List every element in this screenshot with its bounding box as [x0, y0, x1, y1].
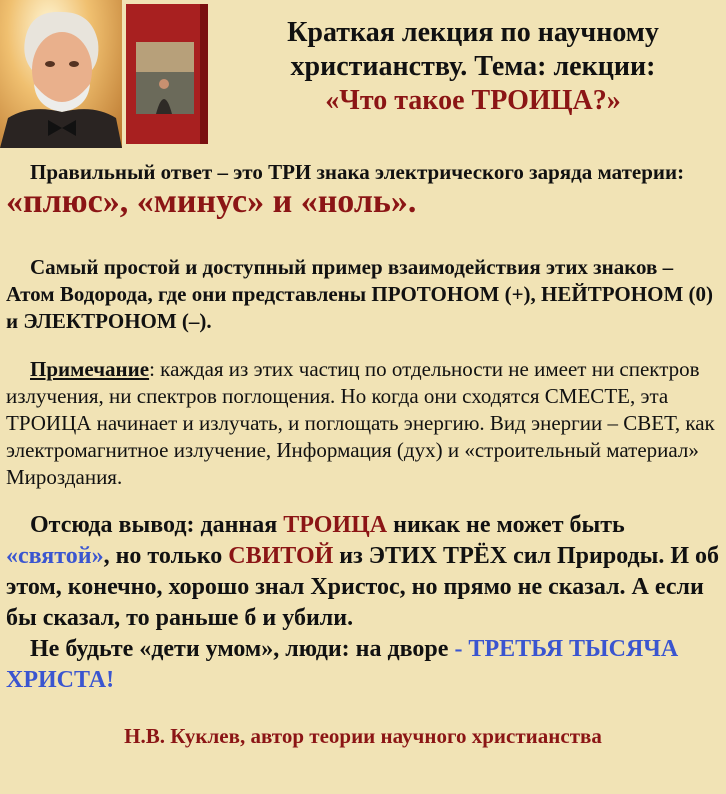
book-cover-image — [126, 4, 208, 144]
title-line-1: Краткая лекция по научному — [287, 17, 659, 48]
paragraph-hydrogen-text: Самый простой и доступный пример взаимодействия этих знаков – Атом Водорода, где они представлены ПРОТОНОМ (+), НЕЙТРОНОМ (0) и ЭЛЕКТРОНОМ (–). — [6, 255, 713, 333]
paragraph-note — [6, 356, 718, 491]
conclusion-holy: «святой» — [6, 543, 104, 569]
title-trinity-word: ТРОИЦА — [471, 85, 593, 116]
conclusion-part-c: никак не может быть — [387, 512, 625, 538]
title-line-2: христианству. Тема: лекции: — [290, 51, 656, 82]
conclusion-part-e: , но только — [103, 543, 229, 569]
charge-signs: «плюс», «минус» и «ноль». — [6, 183, 417, 220]
conclusion-part-h: Не будьте «дети умом», люди: на дворе — [30, 636, 455, 662]
conclusion-part-a: Отсюда вывод: данная — [30, 512, 284, 538]
paragraph-conclusion — [6, 510, 722, 696]
paragraph-answer — [6, 158, 718, 220]
note-label: Примечание — [30, 357, 150, 381]
conclusion-third-millennium: - ТРЕТЬЯ ТЫСЯЧА ХРИСТА! — [6, 636, 679, 693]
author-portrait-image — [0, 0, 122, 148]
author-portrait — [0, 0, 122, 148]
page-title — [228, 16, 718, 118]
conclusion-trinity: ТРОИЦА — [283, 512, 388, 538]
signature: Н.В. Куклев, автор теории научного христианства — [124, 724, 602, 748]
note-text: : каждая из этих частиц по отдельности не имеет ни спектров излучения, ни спектров поглощения. Но когда они сходятся СМЕСТЕ, эта ТРОИЦА начинает и излучать, и поглощать энергию. Вид энергии – СВЕТ, как электромагнитное излучение, Информация (дух) и «строительный материал» Мироздания. — [6, 357, 715, 489]
book-cover — [126, 4, 208, 144]
title-line-3 — [228, 84, 718, 118]
title-quote-open: «Что такое — [325, 85, 472, 116]
paragraph-answer-text: Правильный ответ – это ТРИ знака электрического заряда материи: — [30, 160, 685, 184]
conclusion-part-g: из ЭТИХ ТРЁХ сил Природы. И об этом, конечно, хорошо знал Христос, но прямо не сказал. А если бы сказал, то раньше б и убили. — [6, 543, 720, 631]
title-quote-close: ?» — [592, 85, 621, 116]
conclusion-svitoy: СВИТОЙ — [228, 543, 334, 569]
paragraph-hydrogen — [6, 254, 718, 335]
